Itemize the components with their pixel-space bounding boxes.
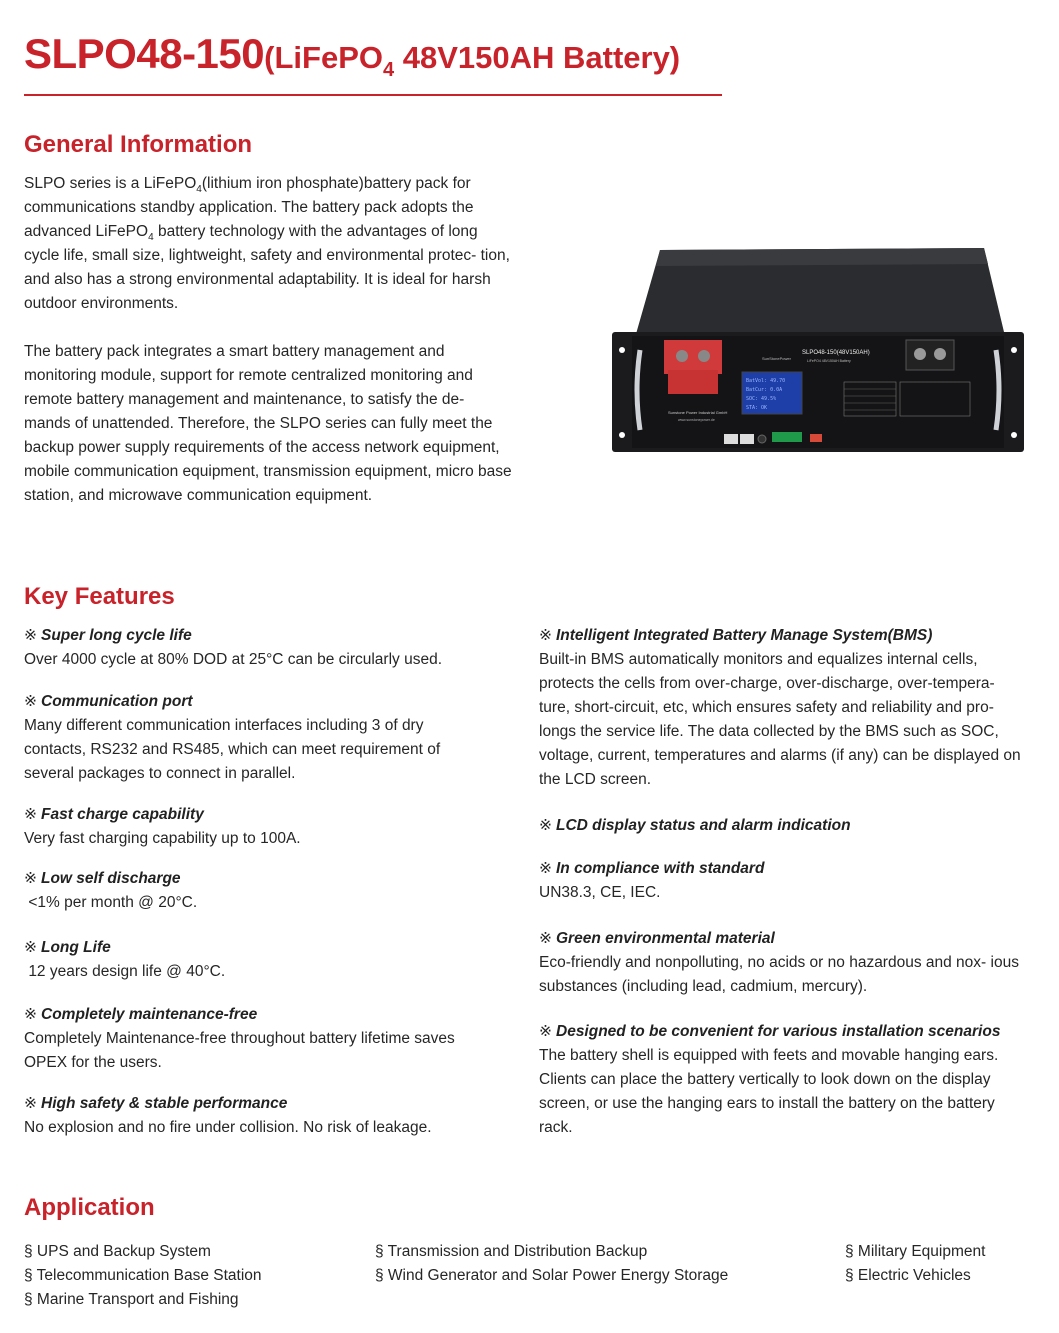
- feature-left-4: ※ Low self discharge <1% per month @ 20°C.: [24, 870, 198, 911]
- application-column-1: [24, 1240, 262, 1312]
- lcd-line-2: BatCur: 0.0A: [746, 387, 783, 393]
- application-item: § Military Equipment: [845, 1243, 986, 1260]
- general-paragraph-2: The battery pack integrates a smart battery management and monitoring module, support for remote centralized monitoring and remote battery management and maintenance, to satisfy the de- mands of unattended. Therefore, the SLPO series can fully meet the backup power supply requirements of the access network equipment, mobile communication equipment, transmission equipment, micro base station, and microwave communication equipment.: [24, 343, 512, 504]
- application-column-2: [375, 1240, 728, 1288]
- application-item: § Transmission and Distribution Backup: [375, 1243, 648, 1260]
- battery-product-image: [612, 240, 1024, 470]
- feature-left-2: ※ Communication port Many different communication interfaces including 3 of dry contacts, RS232 and RS485, which can meet requirement of several packages to connect in parallel.: [24, 693, 445, 782]
- application-heading: Application: [24, 1194, 155, 1221]
- feature-left-7: ※ High safety & stable performance No explosion and no fire under collision. No risk of leakage.: [24, 1095, 432, 1136]
- feature-right-5: ※ Designed to be convenient for various installation scenarios The battery shell is equipped with feets and movable hanging ears. Clients can place the battery vertically to look down on the display screen, or use the hanging ears to install the battery on the battery rack.: [539, 1023, 1003, 1136]
- lcd-line-3: SOC: 49.5%: [746, 396, 777, 402]
- feature-right-2: ※ LCD display status and alarm indication: [539, 817, 851, 834]
- product-label: SLPO48-150(48V150AH): [802, 350, 870, 356]
- page-title: [24, 30, 681, 81]
- product-sublabel: LiFePO4 48V150AH Battery: [807, 359, 851, 363]
- feature-left-6: ※ Completely maintenance-free Completely Maintenance-free throughout battery lifetime saves OPEX for the users.: [24, 1006, 460, 1071]
- title-model: SLPO48-150: [24, 30, 265, 77]
- application-item: § Marine Transport and Fishing: [24, 1291, 239, 1308]
- application-item: § Electric Vehicles: [845, 1267, 971, 1284]
- title-divider: [24, 94, 722, 96]
- title-rest: 48V150AH Battery): [394, 40, 681, 75]
- feature-left-5: ※ Long Life 12 years design life @ 40°C.: [24, 939, 226, 980]
- feature-left-1: ※ Super long cycle life Over 4000 cycle at 80% DOD at 25°C can be circularly used.: [24, 627, 443, 668]
- application-item: § Telecommunication Base Station: [24, 1267, 262, 1284]
- feature-right-4: ※ Green environmental material Eco-friendly and nonpolluting, no acids or no hazardous and nox- ious substances (including lead, cadmium, mercury).: [539, 930, 1024, 995]
- lcd-line-4: STA: OK: [746, 405, 768, 411]
- title-paren: (LiFePO: [264, 40, 383, 75]
- application-item: § Wind Generator and Solar Power Energy Storage: [375, 1267, 729, 1284]
- feature-left-3: ※ Fast charge capability Very fast charging capability up to 100A.: [24, 806, 301, 847]
- feature-right-1: ※ Intelligent Integrated Battery Manage System(BMS) Built-in BMS automatically monitors and equalizes internal cells, protects the cells from over-charge, over-discharge, over-tempera- ture, short-circuit, etc, which ensures safety and reliability and pro- longs the service life. The data collected by the BMS such as SOC, voltage, current, temperatures and alarms (if any) can be displayed on the LCD screen.: [539, 627, 1025, 788]
- lcd-line-1: BatVol: 49.70: [746, 378, 786, 384]
- application-item: § UPS and Backup System: [24, 1243, 211, 1260]
- application-column-3: [845, 1240, 985, 1288]
- product-brand: SunStonePower: [762, 356, 791, 361]
- feature-right-3: ※ In compliance with standard UN38.3, CE, IEC.: [539, 860, 765, 901]
- general-heading: General Information: [24, 131, 253, 158]
- product-company: Sunstone Power Industrial GmbH: [668, 410, 728, 415]
- product-website: www.sunstonepower.de: [678, 418, 715, 422]
- title-subscript: 4: [382, 59, 395, 81]
- features-heading: Key Features: [24, 583, 175, 610]
- general-paragraph-1: SLPO series is a LiFePO$_4$(lithium iron phosphate)battery pack for communications standby application. The battery pack adopts the advanced LiFePO$_4$ battery technology with the advantages of long cycle life, small size, lightweight, safety and environmental protec- tion, and also has a strong environmental adaptability. It is ideal for harsh outdoor environments.: [24, 175, 510, 312]
